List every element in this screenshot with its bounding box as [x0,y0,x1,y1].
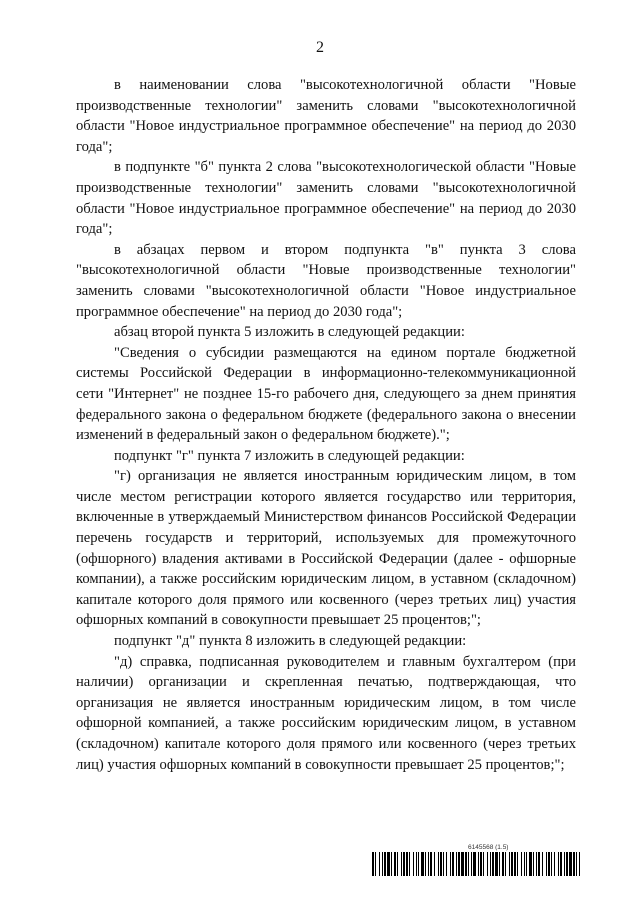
paragraph: в наименовании слова "высокотехнологичной области "Новые производственные технологии" заменить словами "высокотехнологичной области "Новое индустриальное программное обеспечение" на период до 2030 года"; [76,77,576,155]
paragraph: "д) справка, подписанная руководителем и главным бухгалтером (при наличии) организации и скрепленная печатью, подтверждающая, что организация не является иностранным юридическим лицом, в том числе офшорной компанией, а также российским юридическим лицом, в уставном (складочном) капитале которого доля прямого или косвенного (через третьих лиц) участия офшорных компаний в совокупности превышает 25 процентов;"; [76,653,576,773]
document-body [76,75,576,775]
paragraph: подпункт "д" пункта 8 изложить в следующей редакции: [114,633,467,650]
barcode-icon [372,852,580,876]
paragraph: подпункт "г" пункта 7 изложить в следующей редакции: [114,447,465,464]
paragraph: "Сведения о субсидии размещаются на едином портале бюджетной системы Российской Федерации в информационно-телекоммуникационной сети "Интернет" не позднее 15-го рабочего дня, следующего за днем принятия федерального закона о федеральном бюджете (федерального закона о внесении изменений в федеральный закон о федеральном бюджете)."; [76,344,576,444]
paragraph: "г) организация не является иностранным юридическим лицом, в том числе местом регистрации которого является государство или территория, включенные в утверждаемый Министерством финансов Российской Федерации перечень государств и территорий, используемых для промежуточного (офшорного) владения активами в Российской Федерации (далее - офшорные компании), а также российским юридическим лицом, в уставном (складочном) капитале которого доля прямого или косвенного (через третьих лиц) участия офшорных компаний в совокупности превышает 25 процентов;"; [76,468,576,629]
paragraph: в абзацах первом и втором подпункта "в" пункта 3 слова "высокотехнологичной области "Новые производственные технологии" заменить словами "высокотехнологичной области "Новое индустриальное программное обеспечение" на период до 2030 года"; [76,241,576,320]
paragraph: в подпункте "б" пункта 2 слова "высокотехнологической области "Новые производственные технологии" заменить словами "высокотехнологичной области "Новое индустриальное программное обеспечение" на период до 2030 года"; [76,159,576,238]
barcode-label: 6145568 (1.5) [468,844,509,851]
page-number: 2 [316,39,324,56]
paragraph: абзац второй пункта 5 изложить в следующей редакции: [114,324,465,341]
